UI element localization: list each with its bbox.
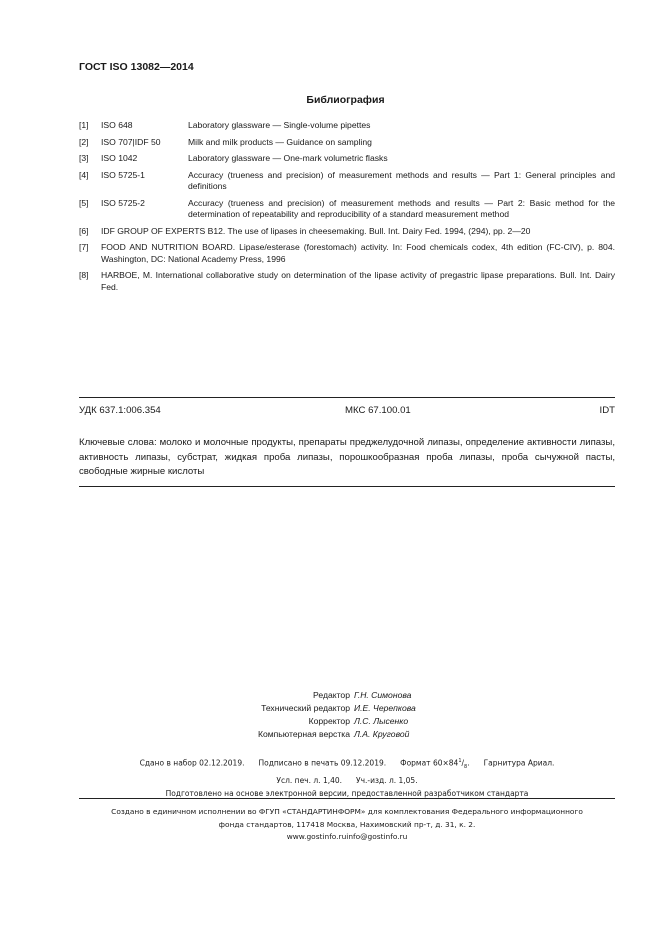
editor-role: Корректор — [308, 716, 350, 726]
mks-code: МКС 67.100.01 — [345, 405, 411, 416]
entry-number: [4] — [79, 169, 89, 180]
bibliography-entry — [79, 242, 615, 265]
entry-number: [3] — [79, 153, 89, 163]
top-divider — [79, 397, 615, 398]
editor-role: Редактор — [313, 690, 350, 700]
footer-contacts — [79, 831, 615, 844]
editor-name: Г.Н. Симонова — [354, 690, 412, 700]
entry-code: ISO 648 — [101, 120, 133, 130]
entry-number: [2] — [79, 136, 89, 147]
entry-number: [8] — [79, 270, 89, 280]
editor-name: И.Е. Черепкова — [354, 703, 416, 713]
format-fraction-den: 8 — [464, 764, 468, 770]
entry-text: Laboratory glassware — Single-volume pipettes — [188, 120, 371, 130]
entry-code: ISO 707|IDF 50 — [101, 136, 161, 147]
footer — [79, 806, 615, 844]
bibliography-entry — [79, 153, 615, 165]
entry-text: Milk and milk products — Guidance on sampling — [188, 136, 372, 147]
entry-text: IDF GROUP OF EXPERTS B12. The use of lipases in cheesemaking. Bull. Int. Dairy Fed. 1994, (294), pp. 2—20 — [101, 225, 531, 236]
entry-text: HARBOE, M. International collaborative study on determination of the lipase activity of pregastric lipase preparations. Bull. Int. Dairy Fed. — [101, 270, 615, 292]
entry-text: Laboratory glassware — One-mark volumetric flasks — [188, 153, 388, 163]
font-info: Гарнитура Ариал. — [483, 758, 555, 768]
editor-row — [210, 715, 432, 728]
entry-code: ISO 5725-1 — [101, 169, 145, 180]
footer-divider — [79, 798, 615, 799]
entry-text: Accuracy (trueness and precision) of measurement methods and results — Part 2: Basic method for the determination of repeatability and reproducibility of a standard measurement method — [188, 197, 615, 219]
editor-row — [210, 702, 432, 715]
edit-sheets: Уч.-изд. л. 1,05. — [356, 776, 418, 785]
signed-date: Подписано в печать 09.12.2019. — [258, 758, 387, 768]
entry-number: [6] — [79, 225, 89, 236]
bibliography-entry — [79, 270, 615, 293]
email-link[interactable]: info@gostinfo.ru — [346, 832, 408, 841]
entry-text: Accuracy (trueness and precision) of measurement methods and results — Part 1: General principles and definitions — [188, 169, 615, 191]
bottom-divider — [79, 486, 615, 487]
bibliography-list — [79, 120, 615, 298]
bibliography-entry — [79, 226, 615, 238]
editor-role: Технический редактор — [261, 703, 350, 713]
publication-line-2 — [79, 774, 615, 787]
editor-role: Компьютерная верстка — [257, 729, 350, 739]
keywords-text: Ключевые слова: молоко и молочные продукты, препараты преджелудочной липазы, определение активности липазы, активность липазы, субстрат, жидкая проба липазы, порошкообразная проба липазы, проба сычужной пасты, свободные жирные кислоты — [79, 437, 615, 477]
bibliography-title: Библиография — [306, 94, 385, 106]
entry-code: ISO 5725-2 — [101, 197, 145, 208]
bibliography-entry — [79, 170, 615, 193]
udk-code: УДК 637.1:006.354 — [79, 405, 161, 416]
entry-number: [1] — [79, 120, 89, 130]
entry-number: [5] — [79, 197, 89, 208]
bibliography-entry — [79, 137, 615, 149]
editor-row — [210, 728, 432, 741]
format-label: Формат 60×84 — [400, 758, 459, 768]
format-fraction-num: 1 — [458, 758, 462, 764]
entry-code: ISO 1042 — [101, 153, 138, 163]
editor-row — [210, 689, 432, 702]
bibliography-entry — [79, 120, 615, 132]
entry-number: [7] — [79, 242, 89, 252]
footer-line-2: фонда стандартов, 117418 Москва, Нахимовский пр-т, д. 31, к. 2. — [218, 819, 476, 829]
sent-date: Сдано в набор 02.12.2019. — [139, 758, 245, 768]
print-sheets: Усл. печ. л. 1,40. — [276, 776, 343, 785]
bibliography-entry — [79, 198, 615, 221]
idt-label: IDT — [599, 405, 615, 416]
publication-info — [79, 755, 615, 800]
publication-line-1: Сдано в набор 02.12.2019. Подписано в печать 09.12.2019. Формат $60\times 84^1/_8$. Гарнитура Ариал. — [139, 758, 555, 770]
footer-line-1: Создано в единичном исполнении во ФГУП «СТАНДАРТИНФОРМ» для комплектования Федерального информационного — [111, 807, 583, 816]
entry-text: FOOD AND NUTRITION BOARD. Lipase/esterase (forestomach) activity. In: Food chemicals codex, 4th edition (FC-CIV), p. 804. Washington, DC: National Academy Press, 1996 — [101, 242, 615, 264]
editors-block — [210, 689, 432, 741]
document-code: ГОСТ ISO 13082—2014 — [79, 61, 194, 73]
editor-name: Л.С. Лысенко — [354, 716, 409, 726]
prepared-note: Подготовлено на основе электронной версии, предоставленной разработчиком стандарта — [165, 789, 529, 798]
website-link[interactable]: www.gostinfo.ru — [286, 832, 347, 841]
editor-name: Л.А. Круговой — [354, 729, 410, 739]
